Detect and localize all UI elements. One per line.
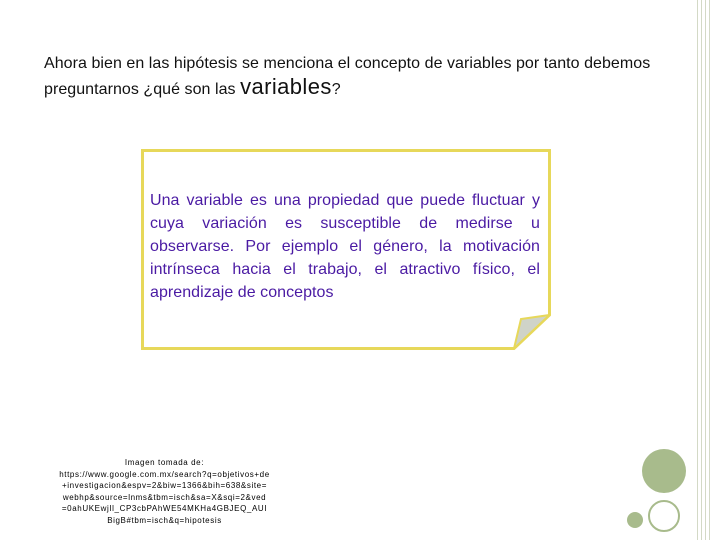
decorative-dot-icon: [627, 512, 643, 528]
decorative-rule: [709, 0, 710, 540]
credit-url-line: webhp&source=lnms&tbm=isch&sa=X&sqi=2&ved: [62, 492, 267, 502]
image-credit: [44, 457, 285, 526]
heading-question-mark: ?: [331, 81, 341, 98]
credit-url-line: +investigacion&espv=2&biw=1366&bih=638&site=: [62, 481, 267, 490]
credit-url-line: https://www.google.com.mx/search?q=objetivos+de: [59, 469, 270, 479]
heading-emphasis: variables: [240, 74, 332, 99]
decorative-rule: [701, 0, 702, 540]
credit-url-line: BigB#tbm=isch&q=hipotesis: [107, 515, 222, 525]
credit-url-line: =0ahUKEwjIl_CP3cbPAhWE54MKHa4GBJEQ_AUI: [61, 504, 268, 513]
decorative-circle-icon: [642, 449, 686, 493]
definition-text: Una variable es una propiedad que puede fluctuar y cuya variación es susceptible de medirse u observarse. Por ejemplo el género, la motivación intrínseca hacia el trabajo, el atractivo físico, el aprendizaje de conceptos: [150, 192, 540, 301]
definition-note: [141, 149, 551, 350]
credit-label: Imagen tomada de:: [124, 458, 205, 467]
decorative-rule: [697, 0, 698, 540]
decorative-ring-icon: [648, 500, 680, 532]
slide-heading: [44, 52, 664, 101]
decorative-rule: [705, 0, 706, 540]
heading-text: Ahora bien en las hipótesis se menciona el concepto de variables por tanto debemos preguntarnos ¿qué son las: [44, 55, 651, 98]
